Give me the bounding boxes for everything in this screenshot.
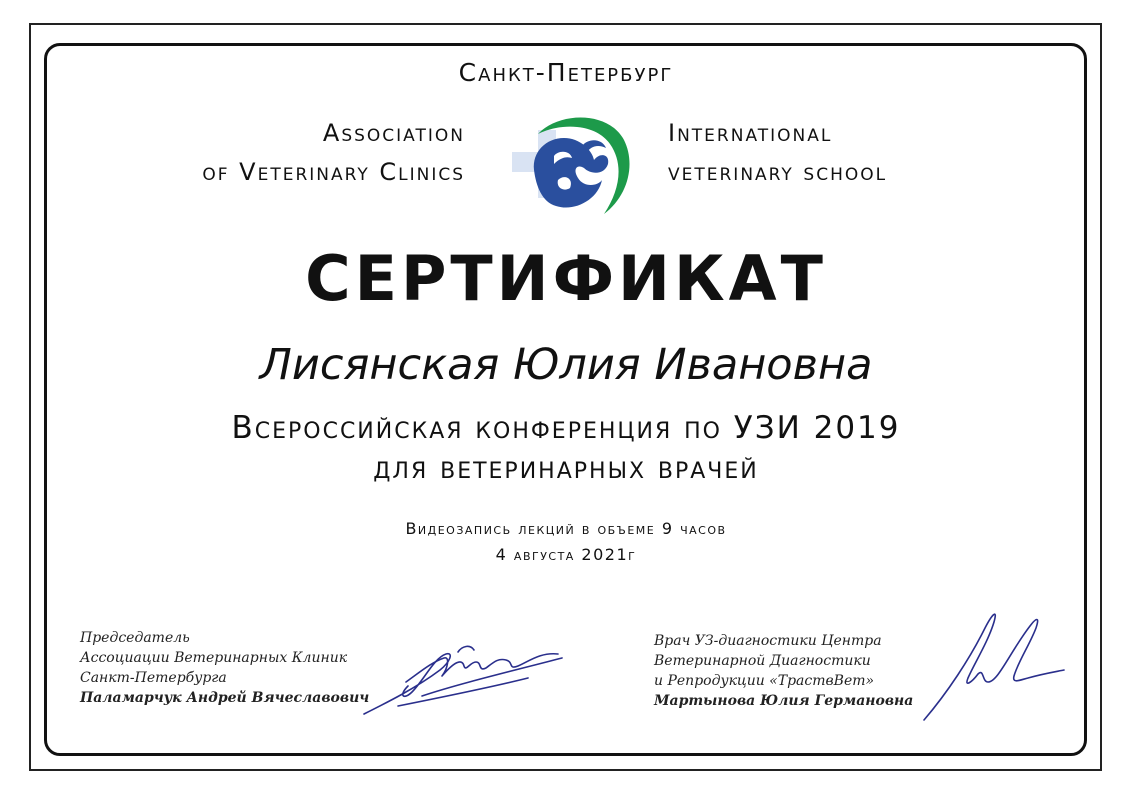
veterinary-logo-icon [498, 108, 634, 224]
signatory-left-name: Паламарчук Андрей Вячеславович [80, 690, 370, 706]
city-heading: Санкт-Петербург [458, 58, 674, 87]
org-right-line1: International [668, 119, 833, 147]
signatory-left-role: Председатель [80, 630, 190, 646]
signatory-right-role: Врач УЗ-диагностики Центра [654, 633, 882, 649]
signatory-left-org: Ассоциации Ветеринарных Клиник [80, 650, 348, 666]
event-format: Видеозапись лекций в объеме 9 часов [405, 519, 727, 538]
signatory-left [80, 628, 369, 708]
event-title-line1: Всероссийская конференция по УЗИ 2019 [231, 410, 901, 446]
signatory-right [654, 631, 913, 711]
org-left-line1: Association [322, 119, 465, 147]
recipient-name: Лисянская Юлия Ивановна [259, 340, 873, 390]
org-right-line2: veterinary school [668, 158, 888, 186]
signature-right-icon [918, 602, 1068, 728]
signatory-right-org: Ветеринарной Диагностики [654, 653, 871, 669]
certificate-title: СЕРТИФИКАТ [305, 242, 827, 315]
signature-left-icon [358, 632, 568, 720]
signatory-right-org2: и Репродукции «ТраствВет» [654, 673, 875, 689]
org-left-line2: of Veterinary Clinics [202, 158, 465, 186]
event-title-line2: для ветеринарных врачей [373, 450, 759, 486]
event-date: 4 августа 2021г [495, 545, 637, 564]
signatory-right-name: Мартынова Юлия Германовна [654, 693, 914, 709]
signatory-left-city: Санкт-Петербурга [80, 670, 227, 686]
